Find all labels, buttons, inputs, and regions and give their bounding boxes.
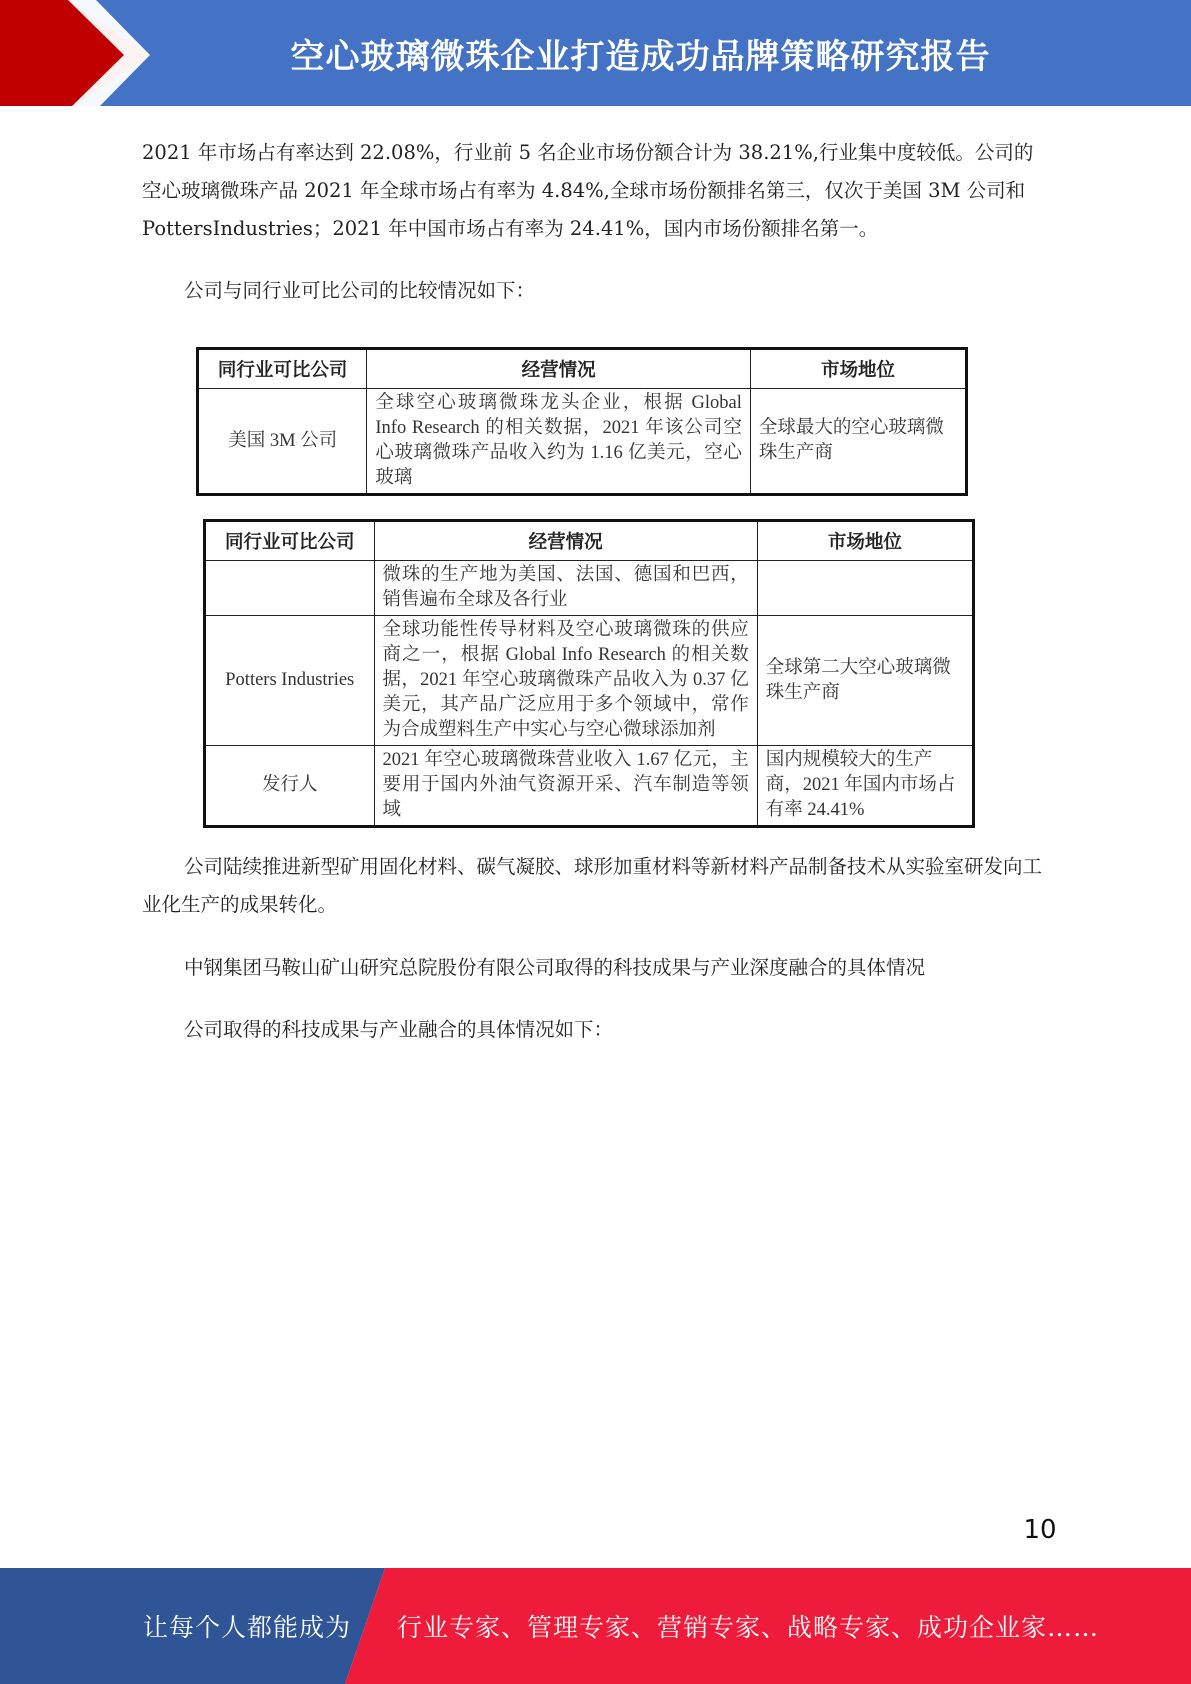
page-number: 10 — [1023, 1515, 1057, 1545]
cell-market-position: 国内规模较大的生产商，2021 年国内市场占有率 24.41% — [757, 746, 973, 827]
cell-operations: 全球功能性传导材料及空心玻璃微珠的供应商之一，根据 Global Info Research 的相关数据，2021 年空心玻璃微珠产品收入为 0.37 亿美元，其产品广泛应用于多个领域中，常作为合成塑料生产中实心与空心微球添加剂 — [374, 616, 757, 746]
table-header-row — [205, 521, 974, 561]
footer-slogan-right: 行业专家、管理专家、营销专家、战略专家、成功企业家…… — [397, 1613, 1100, 1642]
header-company: 同行业可比公司 — [198, 349, 367, 389]
cell-company: Potters Industries — [205, 616, 375, 746]
header-company: 同行业可比公司 — [205, 521, 375, 561]
header-market-position: 市场地位 — [757, 521, 973, 561]
header-operations: 经营情况 — [367, 349, 751, 389]
header-operations: 经营情况 — [374, 521, 757, 561]
paragraph-market-share: 2021 年市场占有率达到 22.08%，行业前 5 名企业市场份额合计为 38.21%,行业集中度较低。公司的空心玻璃微珠产品 2021 年全球市场占有率为 4.84%,全球市场份额排名第三，仅次于美国 3M 公司和 PottersIndustries；2021 年中国市场占有率为 24.41%，国内市场份额排名第一。 — [142, 141, 1034, 240]
footer-slogan-left: 让每个人都能成为 — [143, 1613, 352, 1642]
cell-company — [205, 561, 375, 616]
cell-market-position: 全球第二大空心玻璃微珠生产商 — [757, 616, 973, 746]
paragraph-new-materials: 公司陆续推进新型矿用固化材料、碳气凝胶、球形加重材料等新材料产品制备技术从实验室研发向工业化生产的成果转化。 — [142, 855, 1043, 916]
cell-operations: 2021 年空心玻璃微珠营业收入 1.67 亿元，主要用于国内外油气资源开采、汽车制造等领域 — [374, 746, 757, 827]
paragraph-integration-title: 中钢集团马鞍山矿山研究总院股份有限公司取得的科技成果与产业深度融合的具体情况 — [184, 956, 926, 979]
table-row — [205, 561, 974, 616]
paragraph-comparison-intro: 公司与同行业可比公司的比较情况如下： — [184, 279, 536, 302]
header-market-position: 市场地位 — [750, 349, 966, 389]
cell-company: 美国 3M 公司 — [198, 389, 367, 495]
report-title: 空心玻璃微珠企业打造成功品牌策略研究报告 — [290, 36, 991, 77]
paragraph-integration-intro: 公司取得的科技成果与产业融合的具体情况如下： — [184, 1018, 614, 1041]
table-header-row — [198, 349, 967, 389]
table-row — [198, 389, 967, 495]
table-row — [205, 616, 974, 746]
cell-company: 发行人 — [205, 746, 375, 827]
cell-operations: 全球空心玻璃微珠龙头企业，根据 Global Info Research 的相关数据，2021 年该公司空心玻璃微珠产品收入约为 1.16 亿美元，空心玻璃 — [367, 389, 751, 495]
table-row — [205, 746, 974, 827]
cell-market-position: 全球最大的空心玻璃微珠生产商 — [750, 389, 966, 495]
comparison-table-2 — [203, 519, 975, 828]
comparison-table-1 — [196, 347, 968, 496]
cell-market-position — [757, 561, 973, 616]
cell-operations: 微珠的生产地为美国、法国、德国和巴西，销售遍布全球及各行业 — [374, 561, 757, 616]
page-header — [0, 0, 1191, 110]
page-footer — [0, 1568, 1191, 1684]
